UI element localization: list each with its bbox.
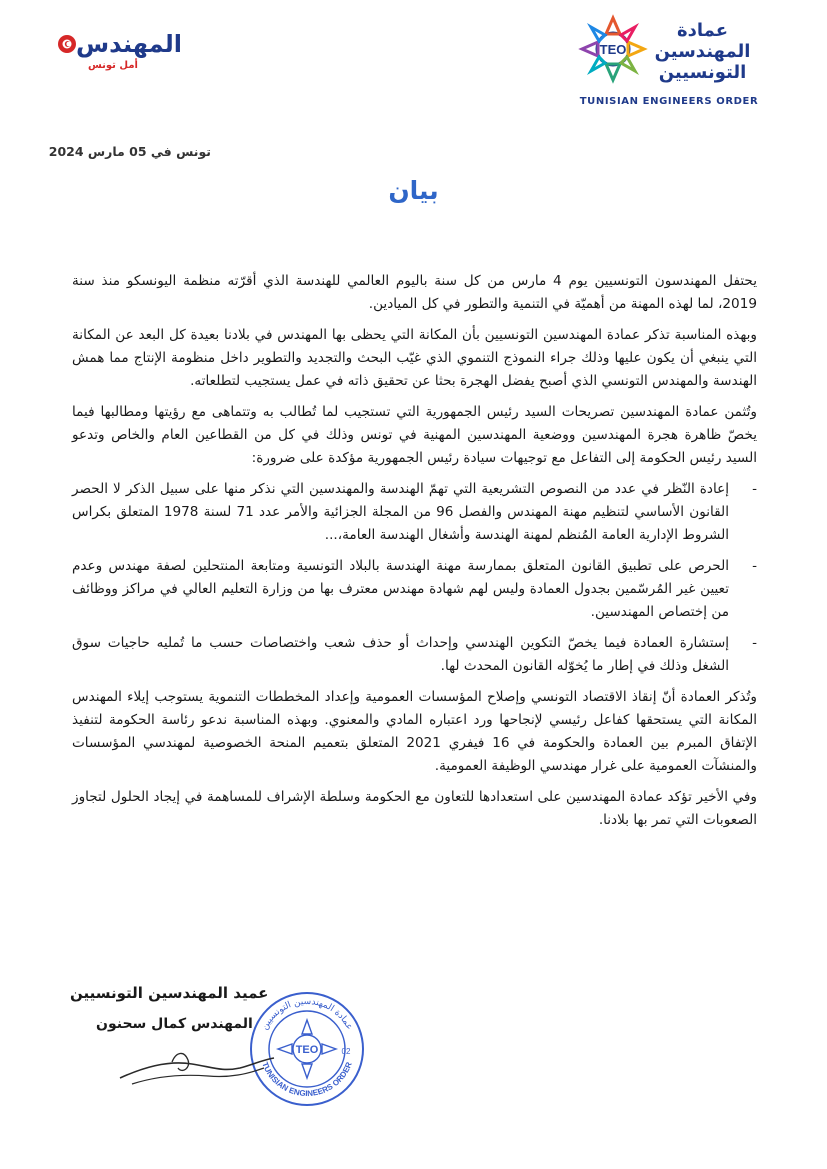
- statement-body: [72, 270, 757, 840]
- document-title: بيان: [388, 176, 439, 205]
- paragraph-5: وفي الأخير تؤكد عمادة المهندسين على استعدادها للتعاون مع الحكومة وسلطة الإشراف للمساهمة في إيجاد الحلول لتجاوز الصعوبات التي تمر بها بلادنا.: [72, 789, 757, 828]
- stamp-text-bottom: TUNISIAN ENGINEERS ORDER: [260, 1060, 354, 1099]
- svg-text:عمادة المهندسين التونسيين: [260, 997, 354, 1032]
- stamp-text-top: عمادة المهندسين التونسيين: [259, 996, 355, 1032]
- stamp-center-text: TEO: [295, 1044, 319, 1056]
- list-item-text-3: إستشارة العمادة فيما يخصّ التكوين الهندسي وإحداث أو حذف شعب واختصاصات حسب ما تُمليه حاجيات سوق الشغل وذلك في إطار ما يُخوّله القانون المحدث لها.: [72, 635, 729, 674]
- teo-mark-text: TEO: [599, 42, 627, 57]
- list-dash: -: [752, 635, 757, 651]
- party-logo: [58, 30, 182, 80]
- stamp-number: 02: [341, 1047, 351, 1056]
- handwritten-signature: [112, 1038, 282, 1098]
- list-item: [72, 478, 757, 547]
- list-item: [72, 632, 757, 678]
- list-item-text-2: الحرص على تطبيق القانون المتعلق بممارسة مهنة الهندسة بالبلاد التونسية ومتابعة المنتحلين لصفة مهندس وعدم تعيين غير المُرسّمين بجدول العمادة وليس لهم شهادة مهندس معترف بها من وزارة التعليم العالي في مراكز ووظائف من إختصاص المهندسين.: [72, 558, 729, 620]
- org-arabic-line-2: المهندسين: [654, 41, 751, 62]
- list-item: [72, 555, 757, 624]
- list-dash: -: [752, 481, 757, 497]
- org-arabic-line-1: عمادة: [677, 20, 728, 41]
- document-date: تونس في 05 مارس 2024: [48, 144, 211, 159]
- teo-logo: [578, 14, 760, 114]
- org-arabic-name: [645, 20, 760, 83]
- paragraph-4: وتُذكر العمادة أنّ إنقاذ الاقتصاد التونسي وإصلاح المؤسسات العمومية وإعداد المخططات التنموية يستوجب إيلاء المهندس المكانة التي يستحقها كفاعل رئيسي لإنجاحها ورد اعتباره المادي والمعنوي. وبهذه المناسبة ندعو رئاسة الحكومة لتنفيذ الإتفاق المبرم بين العمادة والحكومة في 16 فيفري 2021 المتعلق بتعميم المنحة الخصوصية لمهندسي المؤسسات والمنشآت العمومية على غرار مهندسي الوظيفة العمومية.: [72, 689, 758, 774]
- paragraph-2: وبهذه المناسبة تذكر عمادة المهندسين التونسيين بأن المكانة التي يحظى بها المهندس في بلادنا بعيدة كل البعد عن المكانة التي ينبغي أن يكون عليها وذلك جراء النموذج التنموي الذي غيّب البحث والتجديد والتطوير داخل منظومة الإنتاج مما همش الهندسة والمهندس التونسي الذي أصبح يفضل الهجرة بحثا عن تحقيق ذاته في عمل يستجيب لتطلعاته.: [72, 327, 757, 389]
- signatory-title: عميد المهندسين التونسيين: [70, 984, 269, 1002]
- org-arabic-line-3: التونسيين: [658, 62, 747, 83]
- list-item-text-1: إعادة النّظر في عدد من النصوص التشريعية التي تهمّ الهندسة والمهندسين التي نذكر منها على سبيل الذكر لا الحصر القانون الأساسي لتنظيم مهنة المهندس والفصل 96 من المجلة الجزائية والأمر عدد 71 لسنة 1978 المتعلق بكراس الشروط الإدارية العامة المُنظم لمهنة الهندسة وأشغال الهندسة العامة،...: [72, 481, 729, 543]
- paragraph-3: وتُثمن عمادة المهندسين تصريحات السيد رئيس الجمهورية التي تستجيب لما تُطالب به وتتماهى مع رؤيتها ومطالبها فيما يخصّ ظاهرة هجرة المهندسين ووضعية المهندسين المهنية في تونس وذلك في كل من القطاعين العام والخاص وتدعو السيد رئيس الحكومة إلى التفاعل مع توجيهات سيادة رئيس الجمهورية مؤكدة على ضرورة:: [72, 404, 757, 466]
- org-latin-name: TUNISIAN ENGINEERS ORDER: [579, 96, 759, 107]
- signatory-name: المهندس كمال سحنون: [96, 1016, 253, 1032]
- tunisia-flag-icon: [58, 35, 76, 53]
- party-name: المهندس: [76, 30, 182, 58]
- paragraph-1: يحتفل المهندسون التونسيين يوم 4 مارس من كل سنة باليوم العالمي للهندسة الذي أقرّته منظمة اليونسكو منذ سنة 2019، لما لهذه المهنة من أهميّة في التنمية والتطور في كل الميادين.: [72, 273, 757, 312]
- teo-star-icon: [578, 14, 648, 84]
- party-tagline: أمل تونس: [88, 60, 138, 71]
- list-dash: -: [752, 558, 757, 574]
